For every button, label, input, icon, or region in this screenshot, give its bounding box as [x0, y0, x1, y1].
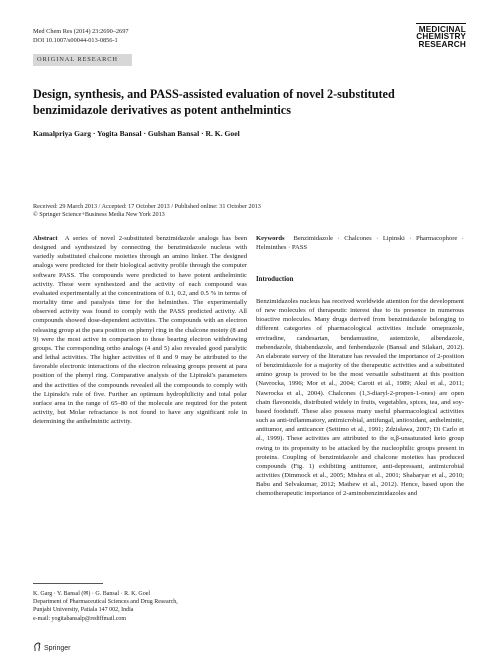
copyright-line: © Springer Science+Business Media New York 2013: [33, 211, 165, 219]
keywords-section: [256, 234, 464, 252]
springer-horse-icon: [33, 642, 42, 652]
footnote-university: Punjabi University, Patiala 147 002, India: [33, 607, 134, 614]
received-block: [33, 203, 463, 219]
journal-citation-block: [33, 28, 129, 45]
footnote-authors: K. Garg · Y. Bansal (✉) · G. Bansal · R. K. Goel: [33, 591, 151, 597]
footnote-department: Department of Pharmaceutical Sciences and Drug Research,: [33, 599, 178, 606]
journal-logo: [416, 23, 466, 48]
logo-line-1: MEDICINAL: [418, 24, 466, 34]
keywords-text: Benzimidazole · Chalcones · Lipinski · Pharmacophore · Helminthes · PASS: [256, 235, 464, 252]
authors-line: Kamalpriya Garg · Yogita Bansal · Gulshan Bansal · R. K. Goel: [33, 129, 240, 138]
footnote-email: e-mail: yogitabansalp@rediffmail.com: [33, 615, 127, 622]
publisher-name: Springer: [44, 645, 71, 652]
article-type-banner: ORIGINAL RESEARCH: [33, 54, 132, 66]
received-dates: Received: 29 March 2013 / Accepted: 17 October 2013 / Published online: 31 October 2013: [33, 203, 261, 210]
logo-line-3: RESEARCH: [418, 39, 466, 49]
abstract-label: Abstract: [33, 235, 58, 242]
introduction-heading: Introduction: [256, 276, 294, 283]
doi: DOI 10.1007/s00044-013-0856-1: [33, 36, 118, 44]
abstract-section: [33, 234, 247, 426]
author-affiliation-footnote: [33, 590, 247, 623]
article-title: Design, synthesis, and PASS-assisted evaluation of novel 2-substituted benzimidazole derivatives as potent anthelmintics: [33, 87, 395, 117]
abstract-text: A series of novel 2-substituted benzimidazole analogs has been designed and synthesized by connecting the benzimidazole nucleus with variedly substituted chalcone moieties through an amino linker. The designed analogs were predicted for their biological activity profile through the computer software PASS. The compounds were predicted to have potent anthelmintic activity. These were synthesized and the activity of each compound was evaluated experimentally at the concentrations of 0.1, 0.2, and 0.5 % in terms of mortality time and paralysis time for the helminthes. The experimentally observed activity was found to comply with the PASS predicted activity. All compounds showed dose-dependent activities. The compounds with an electron releasing group at the para position on phenyl ring in the chalcone moiety (8 and 9) were the most active in comparison to those bearing electron withdrawing groups. The corresponding ortho analogs (4 and 5) also revealed good paralytic and lethal activities. The higher activities of 8 and 9 may be attributed to the favorable electronic interactions of the electron releasing groups present at para position of the phenyl ring. Comparative analysis of the Lipinski's parameters and the activities of the compounds revealed all the compounds to comply with the Lipinski's rule of five. Further an optimum hydrophilicity and total polar surface area in the range of 65–80 of the molecule are required for the potent activity, but Molar refractance is not found to have any significant role in determining the anthelmintic activity.: [33, 235, 247, 426]
footnote-divider: [33, 583, 103, 584]
introduction-text: Benzimidazoles nucleus has received worldwide attention for the development of new molecules of therapeutic interest due to its presence in numerous bioactive molecules. Many drugs derived from benzimidazole belonging to different categories of pharmacological activities include omeprazole, enviradine, candesartan, bendamustine, astemizole, albendazole, mebendazole, thiabendazole, and fenbendazole (Bansal and Silakari, 2012). An elaborate survey of the literature has revealed the importance of 2-position of benzimidazole for a majority of the therapeutic activities and a substituted amino group is proved to be the most versatile substituent at this position (Navrocka, 1996; Mor et al., 2004; Caroti et al., 1989; Akul et al., 2011; Nawrocka et al., 2004). Chalcones (1,3-diaryl-2-propen-1-ones) are open chain flavonoids, distributed widely in fruits, vegetables, spices, tea, and soy-based foodstuff. These also possess many useful pharmacological activities such as anti-inflammatory, antimicrobial, antifungal, antioxidant, anthelmintic, antitumor, and anticancer (Settimo et al., 1991; Zdzisława, 2007; Di Carlo et al., 1999). These activities are attributed to the α,β-unsaturated keto group owing to its propensity to be attacked by the nucleophilic groups present in proteins. Coupling of benzimidazole and chalcone moieties has produced compounds (Fig. 1) exhibiting antitumor, anti-depressant, antimicrobial activities (Dimmock et al., 2005; Mishra et al., 2001; Shaharyar et al., 2010; Babu and Selvakumar, 2012; Mathew et al., 2012). Hence, based upon the chemotherapeutic importance of 2-aminobenzimidazoles and: [256, 298, 464, 498]
logo-line-2: CHEMISTRY: [416, 32, 466, 42]
keywords-label: Keywords: [256, 235, 285, 242]
publisher-mark: [33, 642, 70, 652]
introduction-section: [256, 297, 464, 498]
journal-citation: Med Chem Res (2014) 23:2690–2697: [33, 28, 129, 35]
